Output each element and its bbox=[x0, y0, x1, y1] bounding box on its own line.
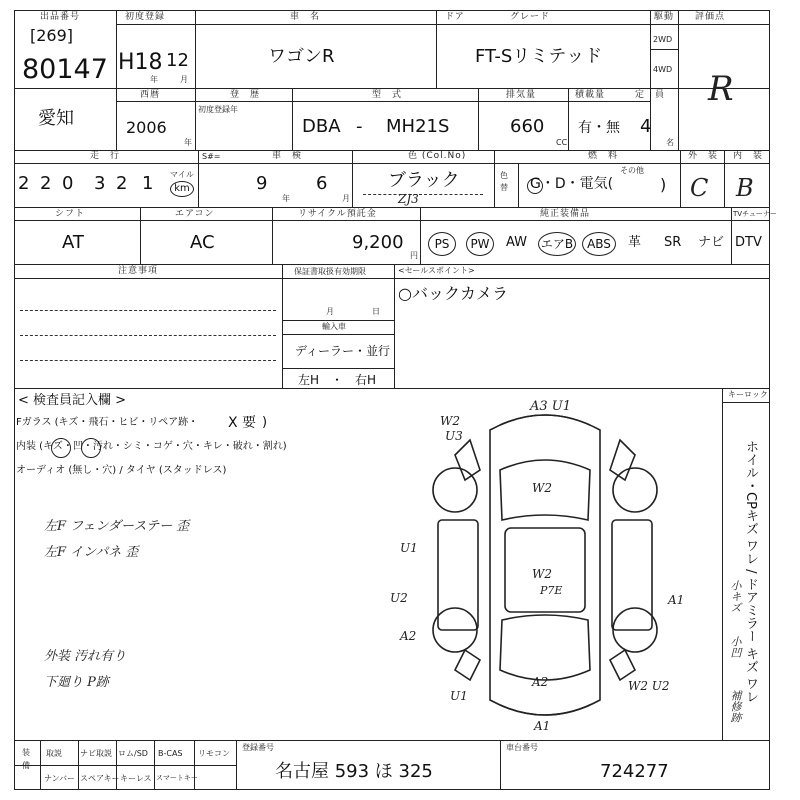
chassis-number: 724277 bbox=[600, 761, 669, 782]
footer-item-8: キーレス bbox=[120, 774, 152, 783]
label-warranty: 保証書取扱有効期限 bbox=[294, 267, 366, 276]
score: R bbox=[708, 69, 734, 109]
svg-text:A2: A2 bbox=[400, 629, 417, 643]
equip-abs: ABS bbox=[582, 232, 616, 256]
recycle-fee: 9,200 bbox=[352, 232, 404, 253]
footer-item-1: 取説 bbox=[46, 749, 62, 758]
equip-dtv: DTV bbox=[735, 235, 762, 250]
lot-number: 80147 bbox=[22, 54, 108, 85]
equip-leather: 革 bbox=[628, 235, 642, 250]
inspector-interior: 内装 (キズ・凹・汚れ・シミ・コゲ・穴・キレ・破れ・割れ) bbox=[16, 441, 287, 452]
footer-item-9: スマートキー bbox=[156, 774, 198, 782]
tv-label: TVチューナー bbox=[733, 210, 777, 218]
color-change: 色替 bbox=[500, 171, 508, 192]
label-first-reg: 初度登録 bbox=[125, 12, 166, 22]
label-shift: シフト bbox=[55, 209, 86, 219]
note-under: 下廻り P跡 bbox=[44, 675, 109, 690]
inspector-glass-mark: X 要 bbox=[228, 415, 257, 431]
label-model-year: 西暦 bbox=[140, 90, 161, 100]
equip-ps: PS bbox=[428, 232, 456, 256]
warranty-month: 月 bbox=[326, 307, 334, 316]
first-reg-sub: 初度登録年 bbox=[198, 105, 238, 114]
model-code: MH21S bbox=[386, 116, 450, 137]
svg-text:A2: A2 bbox=[532, 675, 549, 689]
month-unit: 月 bbox=[180, 75, 188, 84]
label-load: 積載量 bbox=[575, 90, 606, 100]
inspector-audio: オーディオ (無し・穴) / タイヤ (スタッドレス) bbox=[16, 465, 227, 476]
color: ブラック bbox=[388, 170, 460, 191]
first-reg-month: 12 bbox=[166, 50, 189, 71]
label-mileage: 走 行 bbox=[90, 151, 121, 161]
shaken-year: 9 bbox=[256, 173, 268, 194]
mileage-digit-4: 3 bbox=[94, 173, 106, 194]
label-score: 評価点 bbox=[695, 12, 726, 22]
fuel-close: ) bbox=[660, 175, 667, 194]
label-fuel: 燃 料 bbox=[588, 151, 619, 161]
drive-4wd: 4WD bbox=[653, 65, 673, 74]
footer-item-7: スペアキー bbox=[80, 774, 120, 783]
shaken-month-unit: 月 bbox=[342, 194, 350, 203]
footer-item-5: リモコン bbox=[198, 749, 230, 758]
label-lot-no: 出品番号 bbox=[40, 12, 81, 22]
mileage-digit-2: 2 bbox=[40, 173, 52, 194]
shift: AT bbox=[62, 232, 84, 253]
svg-text:U1: U1 bbox=[450, 689, 468, 703]
footer-item-3: ロム/SD bbox=[118, 749, 148, 758]
label-shaken: 車 検 bbox=[272, 151, 303, 161]
equip-aw: AW bbox=[506, 235, 528, 250]
aircon: AC bbox=[190, 232, 215, 253]
footer-item-2: ナビ取説 bbox=[80, 749, 112, 758]
svg-text:W2: W2 bbox=[440, 414, 460, 428]
displacement: 660 bbox=[510, 116, 545, 137]
region: 愛知 bbox=[38, 108, 74, 129]
side-note-3: 補修跡 bbox=[729, 690, 742, 723]
mileage-unit-mile: マイル bbox=[170, 170, 194, 179]
mileage-digit-5: 2 bbox=[116, 173, 128, 194]
footer-item-6: ナンバー bbox=[44, 774, 76, 783]
grade: FT-Sリミテッド bbox=[475, 46, 603, 67]
drive-2wd: 2WD bbox=[653, 35, 673, 44]
note-exterior: 外装 汚れ有り bbox=[44, 649, 127, 664]
mileage-digit-6: 1 bbox=[142, 173, 154, 194]
dealer-choice: ディーラー・並行 bbox=[295, 344, 391, 358]
mileage-digit-1: 2 bbox=[18, 173, 30, 194]
label-drive: 駆動 bbox=[654, 12, 675, 22]
label-interior: 内 装 bbox=[733, 151, 764, 161]
plate-number: 名古屋 593 ほ 325 bbox=[275, 761, 433, 782]
label-plate: 登録番号 bbox=[242, 743, 274, 752]
shaken-year-unit: 年 bbox=[282, 194, 290, 203]
model-dash: - bbox=[356, 116, 363, 137]
label-keylock: キーロック bbox=[728, 390, 768, 399]
lot-sub-number: [269] bbox=[30, 26, 74, 45]
car-body-outline bbox=[433, 415, 657, 715]
exterior-grade: C bbox=[690, 174, 709, 202]
label-model: 型 式 bbox=[372, 90, 403, 100]
import-label: 輸入車 bbox=[322, 322, 346, 331]
label-color: 色 (Col.No) bbox=[408, 151, 467, 161]
car-name: ワゴンR bbox=[268, 46, 335, 67]
label-capacity: 定 員 bbox=[635, 90, 666, 100]
side-note-1: 小キズ bbox=[729, 580, 742, 613]
equip-navi: ナビ bbox=[698, 235, 725, 250]
label-plate-history: 登 歴 bbox=[230, 90, 261, 100]
model-year-unit: 年 bbox=[184, 138, 192, 147]
svg-text:U1: U1 bbox=[400, 541, 418, 555]
yen-unit: 円 bbox=[410, 251, 418, 260]
svg-text:U2: U2 bbox=[390, 591, 408, 605]
label-equipment: 純正装備品 bbox=[540, 209, 591, 219]
side-text: ホイル・CPキズ ワレ / ドアミラー キズ ワレ bbox=[743, 440, 758, 703]
color-code: ZJ3 bbox=[398, 192, 419, 206]
fuel-other: その他 bbox=[620, 166, 644, 175]
svg-text:A3 U1: A3 U1 bbox=[530, 399, 572, 414]
first-reg-era: H18 bbox=[118, 50, 163, 75]
label-sales-point: <セールスポイント> bbox=[398, 266, 475, 275]
svg-text:P7E: P7E bbox=[540, 584, 563, 597]
note-panel: 左F インパネ 歪 bbox=[44, 545, 139, 560]
label-door: ドア bbox=[445, 12, 465, 22]
note-fender: 左F フェンダーステー 歪 bbox=[44, 519, 190, 534]
shaken-month: 6 bbox=[316, 173, 328, 194]
equip-pw: PW bbox=[466, 232, 494, 256]
svg-text:W2 U2: W2 U2 bbox=[628, 679, 670, 693]
handle-choice: 左H ・ 右H bbox=[298, 373, 377, 387]
label-exterior: 外 装 bbox=[688, 151, 719, 161]
capacity-unit: 名 bbox=[666, 138, 674, 147]
label-notes: 注意事項 bbox=[118, 266, 159, 276]
label-aircon: エアコン bbox=[175, 209, 215, 219]
svg-text:A1: A1 bbox=[668, 593, 685, 607]
equip-sr: SR bbox=[664, 235, 682, 250]
label-chassis: 車台番号 bbox=[506, 743, 538, 752]
label-displacement: 排気量 bbox=[506, 90, 537, 100]
inspector-title: < 検査員記入欄 > bbox=[18, 393, 127, 408]
warranty-day: 日 bbox=[372, 307, 380, 316]
label-recycle: リサイクル預託金 bbox=[298, 209, 377, 219]
side-note-2: 小凹 bbox=[729, 636, 742, 658]
inspector-glass: Fガラス (キズ・飛石・ヒビ・リペア跡・ bbox=[16, 417, 199, 428]
mileage-digit-3: 0 bbox=[62, 173, 74, 194]
inspector-glass-close: ) bbox=[262, 415, 268, 430]
svg-text:W2: W2 bbox=[532, 567, 552, 581]
svg-text:U3: U3 bbox=[445, 429, 463, 443]
label-car-name: 車 名 bbox=[290, 12, 321, 22]
load-choice: 有・無 bbox=[578, 120, 620, 136]
capacity: 4 bbox=[640, 116, 652, 137]
model-prefix: DBA bbox=[302, 116, 341, 137]
equip-airbag: エアB bbox=[538, 232, 576, 256]
year-unit: 年 bbox=[150, 75, 158, 84]
svg-text:W2: W2 bbox=[532, 481, 552, 495]
svg-text:A1: A1 bbox=[534, 719, 551, 733]
interior-grade: B bbox=[736, 174, 754, 202]
model-year: 2006 bbox=[126, 118, 167, 137]
damage-marks bbox=[390, 399, 684, 733]
sales-point: ○バックカメラ bbox=[398, 284, 508, 303]
footer-item-4: B-CAS bbox=[158, 749, 183, 758]
footer-equip-title: 装備 bbox=[22, 748, 30, 770]
cc-unit: CC bbox=[556, 138, 568, 147]
mileage-unit-km: km bbox=[170, 181, 194, 197]
label-grade: グレード bbox=[510, 12, 551, 22]
s-mark: S#= bbox=[202, 152, 221, 161]
fuel-choices: G・D・電気( bbox=[530, 176, 614, 192]
